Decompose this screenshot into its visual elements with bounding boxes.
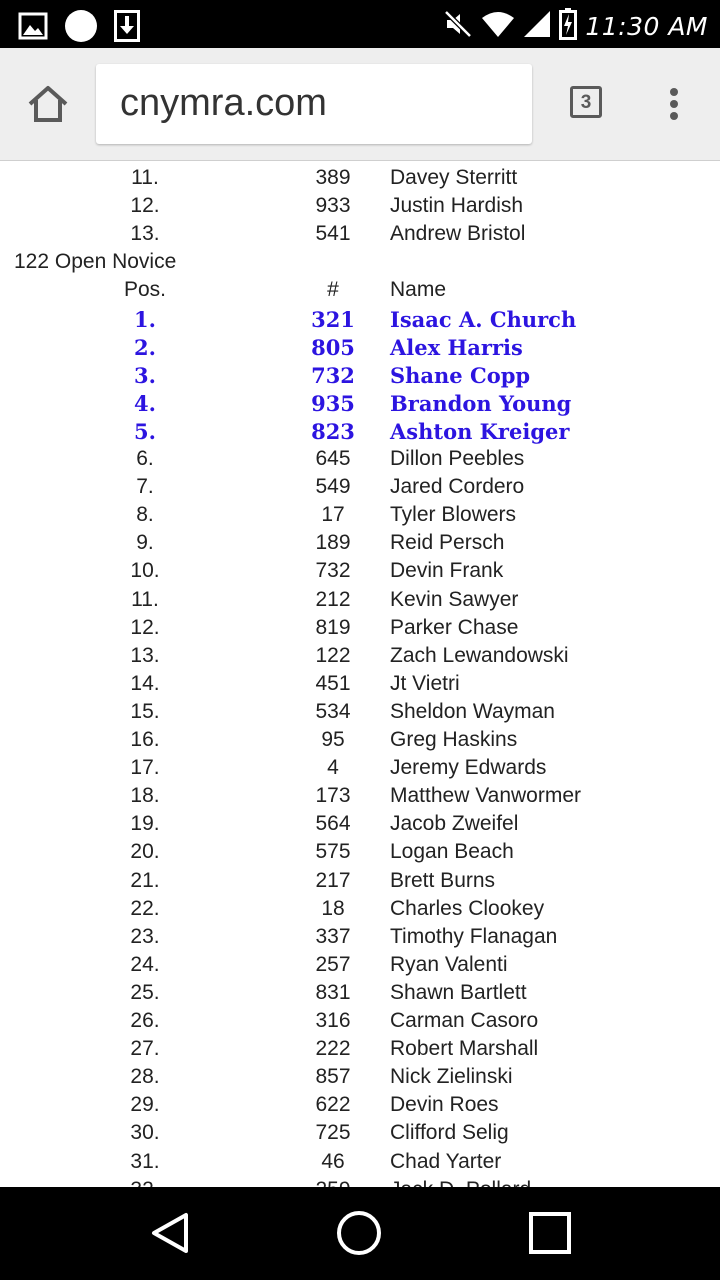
position-cell: 3.: [134, 362, 156, 388]
rider-name-cell: Andrew Bristol: [390, 222, 526, 246]
status-time: 11:30 AM: [585, 12, 708, 41]
rider-name-cell: Tyler Blowers: [390, 503, 517, 527]
rider-name-cell: Alex Harris: [390, 334, 523, 360]
table-row: [0, 672, 720, 700]
position-cell: 31.: [130, 1149, 160, 1173]
rider-name-cell: Matthew Vanwormer: [390, 784, 582, 808]
number-cell: 541: [315, 222, 351, 246]
table-row: [0, 700, 720, 728]
rider-name-cell: Jt Vietri: [390, 671, 460, 695]
position-cell: 2.: [134, 334, 156, 360]
number-cell: 645: [315, 447, 351, 470]
rider-name-cell: Parker Chase: [390, 615, 519, 639]
position-cell: 1.: [134, 306, 156, 332]
overflow-menu-icon[interactable]: [662, 84, 686, 124]
header-name: Name: [390, 278, 447, 302]
number-cell: 212: [315, 587, 351, 611]
header-number: #: [327, 278, 339, 302]
table-row: [0, 588, 720, 616]
position-cell: 20.: [130, 840, 160, 864]
table-row: [0, 1093, 720, 1121]
url-bar[interactable]: [96, 64, 532, 144]
position-cell: 26.: [130, 1009, 160, 1032]
table-row: [0, 307, 720, 335]
table-row: [0, 559, 720, 587]
position-cell: 10.: [130, 559, 160, 583]
battery-icon: [559, 8, 577, 45]
position-cell: 21.: [130, 868, 160, 892]
number-cell: 732: [315, 559, 351, 583]
rider-name-cell: Zach Lewandowski: [390, 643, 569, 667]
position-cell: 12.: [130, 615, 160, 639]
number-cell: 4: [327, 756, 339, 780]
table-row: [0, 812, 720, 840]
rider-name-cell: Sheldon Wayman: [390, 699, 555, 723]
number-cell: 316: [315, 1009, 351, 1032]
position-cell: 11.: [131, 166, 159, 189]
position-cell: 13.: [130, 222, 160, 246]
table-row: [0, 531, 720, 559]
position-cell: 7.: [136, 475, 154, 499]
status-bar: [0, 0, 720, 48]
position-cell: 27.: [130, 1037, 160, 1061]
number-cell: 222: [315, 1037, 351, 1061]
table-row: [0, 616, 720, 644]
number-cell: 622: [315, 1093, 351, 1117]
number-cell: 564: [315, 812, 351, 836]
tab-switcher-button[interactable]: [570, 86, 602, 118]
number-cell: 935: [311, 390, 355, 416]
rider-name-cell: Brett Burns: [390, 868, 496, 892]
number-cell: 321: [311, 306, 355, 332]
rider-name-cell: Carman Casoro: [390, 1009, 539, 1032]
number-cell: 257: [315, 952, 351, 976]
table-row: [0, 419, 720, 447]
download-icon: [114, 10, 140, 47]
number-cell: 337: [315, 924, 351, 948]
rider-name-cell: Brandon Young: [390, 390, 572, 416]
rider-name-cell: Kevin Sawyer: [390, 587, 519, 611]
number-cell: 173: [315, 784, 351, 808]
recents-icon[interactable]: [526, 1209, 574, 1257]
number-cell: 575: [315, 840, 351, 864]
table-row: [0, 1009, 720, 1037]
home-circle-icon[interactable]: [335, 1209, 383, 1257]
rider-name-cell: Justin Hardish: [390, 194, 524, 218]
rider-name-cell: Devin Roes: [390, 1093, 499, 1117]
number-cell: 831: [315, 980, 351, 1004]
header-position: Pos.: [123, 278, 167, 302]
table-row: [0, 503, 720, 531]
table-row: [0, 363, 720, 391]
position-cell: 13.: [130, 643, 160, 667]
table-row: [0, 644, 720, 672]
position-cell: 15.: [130, 699, 160, 723]
position-cell: 28.: [130, 1065, 160, 1089]
table-row: [0, 166, 720, 194]
table-row: [0, 1121, 720, 1149]
number-cell: 819: [315, 615, 351, 639]
position-cell: 19.: [130, 812, 160, 836]
url-text[interactable]: cnymra.com: [120, 82, 327, 124]
table-row: [0, 925, 720, 953]
table-row: [0, 222, 720, 250]
table-row: [0, 897, 720, 925]
table-header: [0, 278, 720, 306]
number-cell: 725: [315, 1121, 351, 1145]
table-row: [0, 953, 720, 981]
mute-icon: [443, 9, 473, 44]
number-cell: 823: [311, 418, 355, 444]
rider-name-cell: Chad Yarter: [390, 1149, 502, 1173]
position-cell: 12.: [130, 194, 160, 218]
rider-name-cell: Devin Frank: [390, 559, 504, 583]
position-cell: 16.: [130, 728, 160, 751]
position-cell: 5.: [134, 418, 156, 444]
rider-name-cell: Clifford Selig: [390, 1121, 509, 1145]
position-cell: 17.: [130, 756, 160, 780]
number-cell: 805: [311, 334, 355, 360]
table-row: [0, 391, 720, 419]
rider-name-cell: Greg Haskins: [390, 728, 518, 751]
rider-name-cell: Dillon Peebles: [390, 447, 525, 470]
rider-name-cell: Ryan Valenti: [390, 952, 508, 976]
table-row: [0, 1065, 720, 1093]
position-cell: 8.: [136, 503, 154, 527]
position-cell: 6.: [136, 447, 154, 470]
wifi-icon: [481, 10, 515, 43]
position-cell: 11.: [131, 587, 159, 611]
image-icon: [18, 11, 48, 46]
number-cell: 46: [321, 1149, 345, 1173]
position-cell: 24.: [130, 952, 160, 976]
number-cell: 18: [321, 896, 345, 920]
table-row: [0, 756, 720, 784]
position-cell: 29.: [130, 1093, 160, 1117]
position-cell: 4.: [134, 390, 156, 416]
number-cell: 451: [315, 671, 351, 695]
number-cell: 732: [311, 362, 355, 388]
number-cell: 95: [321, 728, 345, 751]
page-content: [0, 161, 720, 1187]
number-cell: 549: [315, 475, 351, 499]
rider-name-cell: Jeremy Edwards: [390, 756, 547, 780]
rider-name-cell: Shane Copp: [390, 362, 531, 388]
rider-name-cell: Logan Beach: [390, 840, 514, 864]
navigation-bar: [0, 1187, 720, 1280]
rider-name-cell: Jacob Zweifel: [390, 812, 519, 836]
table-row: [0, 447, 720, 475]
number-cell: 17: [321, 503, 345, 527]
rider-name-cell: Charles Clookey: [390, 896, 545, 920]
number-cell: 217: [315, 868, 351, 892]
back-icon[interactable]: [146, 1209, 194, 1257]
position-cell: 30.: [130, 1121, 160, 1145]
rider-name-cell: Davey Sterritt: [390, 166, 518, 189]
number-cell: 122: [315, 643, 351, 667]
number-cell: 857: [315, 1065, 351, 1089]
number-cell: 389: [315, 166, 351, 189]
tab-count: 3: [580, 92, 592, 113]
table-row: [0, 784, 720, 812]
rider-name-cell: Robert Marshall: [390, 1037, 539, 1061]
home-icon[interactable]: [26, 84, 70, 124]
table-row: [0, 981, 720, 1009]
position-cell: 22.: [130, 896, 160, 920]
position-cell: 25.: [130, 980, 160, 1004]
table-row: [0, 1150, 720, 1178]
table-row: [0, 335, 720, 363]
number-cell: 189: [315, 531, 351, 555]
position-cell: 14.: [130, 671, 160, 695]
rider-name-cell: Reid Persch: [390, 531, 505, 555]
rider-name-cell: Jared Cordero: [390, 475, 525, 499]
number-cell: 933: [315, 194, 351, 218]
table-row: [0, 728, 720, 756]
position-cell: 18.: [130, 784, 160, 808]
table-row: [0, 475, 720, 503]
rider-name-cell: Ashton Kreiger: [390, 418, 570, 444]
browser-toolbar: [0, 48, 720, 161]
table-row: [0, 1037, 720, 1065]
class-title: 122 Open Novice: [14, 250, 177, 274]
signal-icon: [523, 10, 551, 43]
rider-name-cell: Nick Zielinski: [390, 1065, 513, 1089]
rider-name-cell: Timothy Flanagan: [390, 924, 558, 948]
table-row: [0, 869, 720, 897]
table-row: [0, 194, 720, 222]
rider-name-cell: Isaac A. Church: [390, 306, 577, 332]
rider-name-cell: Shawn Bartlett: [390, 980, 527, 1004]
number-cell: 534: [315, 699, 351, 723]
circle-icon: [64, 9, 98, 48]
table-row: [0, 840, 720, 868]
position-cell: 9.: [136, 531, 154, 555]
position-cell: 23.: [130, 924, 160, 948]
